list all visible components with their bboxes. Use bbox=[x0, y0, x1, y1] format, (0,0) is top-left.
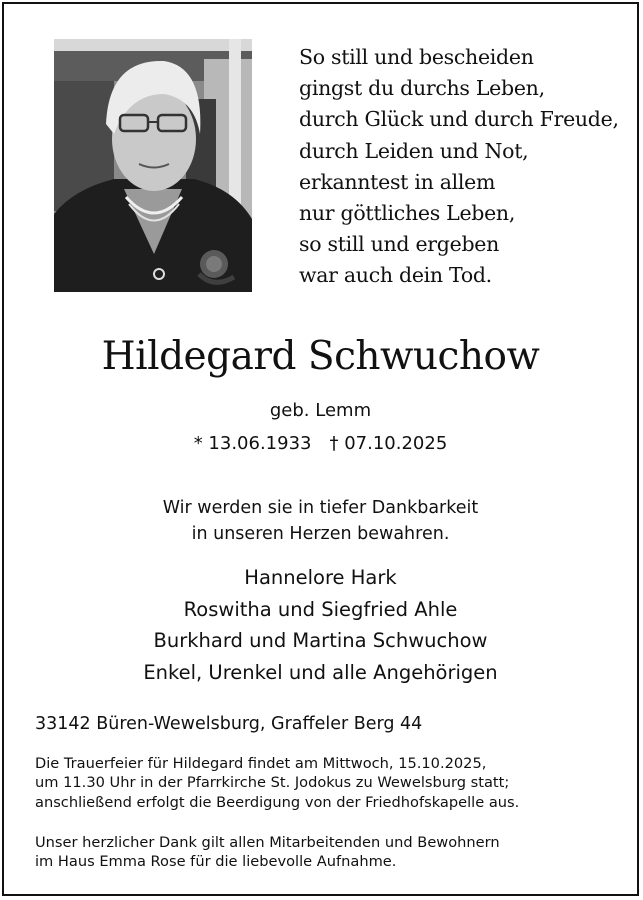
mourner-entry: Burkhard und Martina Schwuchow bbox=[153, 629, 488, 652]
poem-line: war auch dein Tod. bbox=[299, 263, 492, 288]
poem-line: durch Glück und durch Freude, bbox=[299, 107, 619, 132]
poem-line: durch Leiden und Not, bbox=[299, 138, 529, 163]
poem-line: So still und bescheiden bbox=[299, 45, 534, 69]
mourner-entry: Roswitha und Siegfried Ahle bbox=[183, 597, 458, 621]
mourners-list bbox=[4, 562, 637, 688]
birth-date: * 13.06.1933 bbox=[193, 433, 312, 454]
poem-line: so still und ergeben bbox=[299, 232, 500, 257]
acknowledgement bbox=[35, 833, 500, 872]
gratitude-text bbox=[4, 495, 637, 547]
funeral-info-line: um 11.30 Uhr in der Pfarrkirche St. Jodokus zu Wewelsburg statt; bbox=[35, 774, 510, 792]
portrait-photo bbox=[54, 39, 252, 292]
deceased-name: Hildegard Schwuchow bbox=[101, 334, 540, 379]
acknowledgement-line: im Haus Emma Rose für die liebevolle Aufnahme. bbox=[35, 853, 397, 871]
gratitude-line: in unseren Herzen bewahren. bbox=[191, 524, 450, 544]
mourner-entry: Hannelore Hark bbox=[244, 566, 397, 589]
funeral-info-line: anschließend erfolgt die Beerdigung von der Friedhofskapelle aus. bbox=[35, 793, 520, 811]
death-date: † 07.10.2025 bbox=[329, 433, 448, 454]
gratitude-line: Wir werden sie in tiefer Dankbarkeit bbox=[162, 498, 479, 518]
poem-line: nur göttliches Leben, bbox=[299, 201, 516, 226]
obituary-notice bbox=[2, 2, 639, 896]
funeral-info-line: Die Trauerfeier für Hildegard findet am Mittwoch, 15.10.2025, bbox=[35, 755, 487, 772]
life-dates bbox=[4, 433, 637, 454]
funeral-info bbox=[35, 754, 519, 812]
acknowledgement-line: Unser herzlicher Dank gilt allen Mitarbeitenden und Bewohnern bbox=[35, 834, 500, 851]
poem bbox=[299, 42, 629, 292]
birth-name: geb. Lemm bbox=[269, 400, 372, 421]
mourner-entry: Enkel, Urenkel und alle Angehörigen bbox=[143, 660, 498, 684]
poem-line: erkanntest in allem bbox=[299, 169, 496, 194]
poem-line: gingst du durchs Leben, bbox=[299, 76, 545, 101]
address: 33142 Büren-Wewelsburg, Graffeler Berg 44 bbox=[35, 714, 423, 734]
